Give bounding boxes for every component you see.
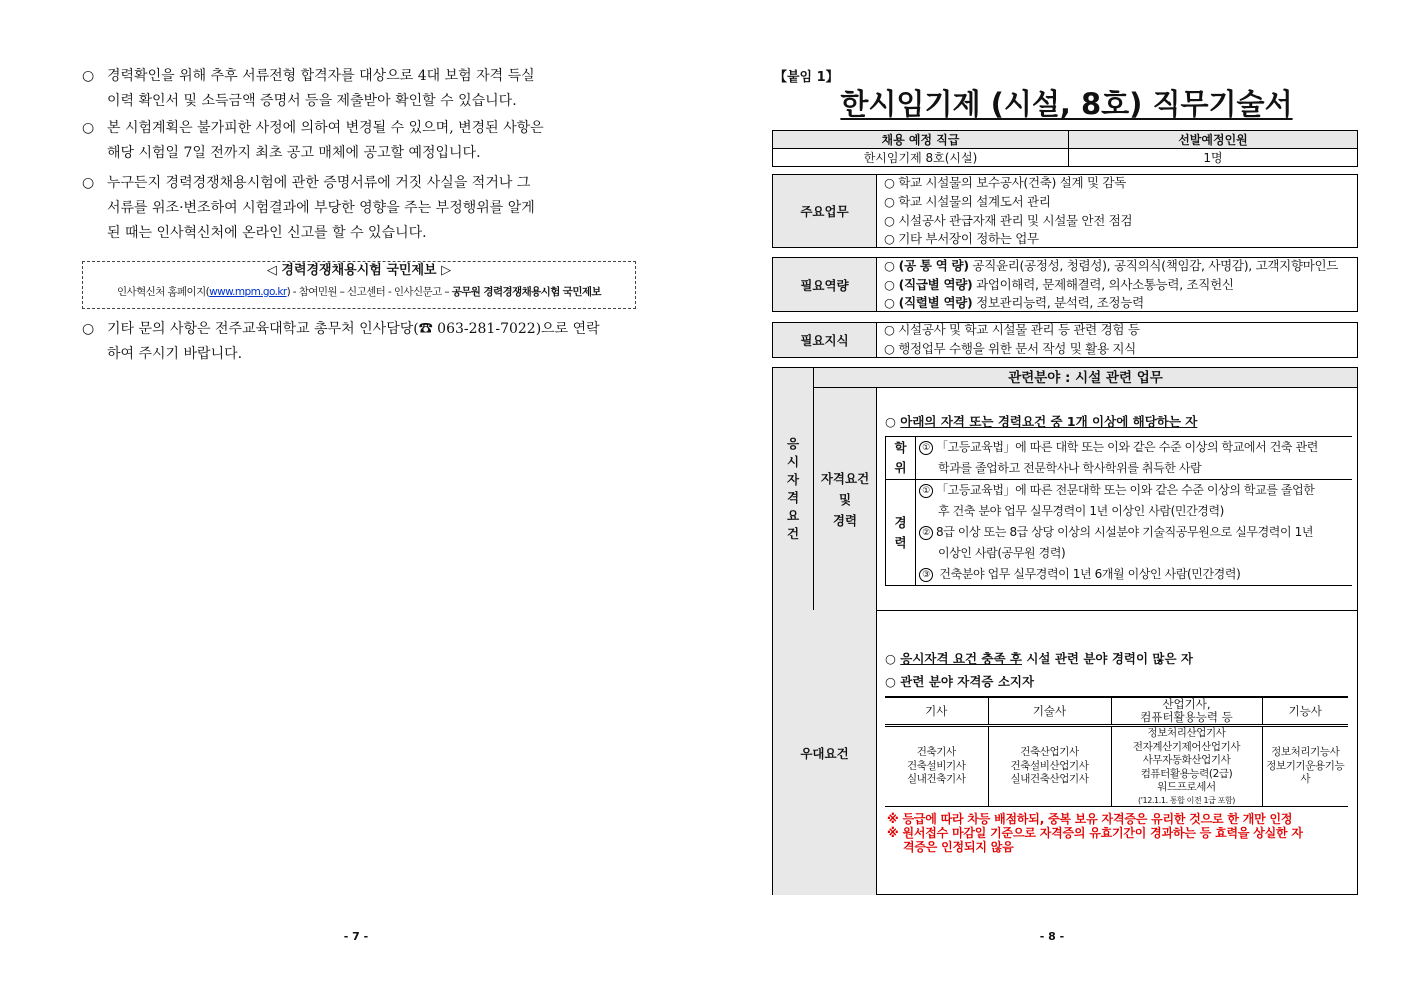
position-table-row [773,149,1358,167]
knowledge-list [877,323,1357,357]
page-number: - 7 - [343,930,369,943]
qualification-sub-label: 자격요건 및 경력 [814,388,877,610]
bullet-circle: ○ [82,68,95,84]
bullet-circle: ○ [82,321,95,337]
preference-heading-career: ○ 응시자격 요건 충족 후 시설 관련 분야 경력이 많은 자 [885,651,1194,666]
cert-col-industrial-engineer: 정보처리산업기사 전자계산기제어산업기사 사무자동화산업기사 컴퓨터활용능력(2급) 워드프로세서 ('12.1.1. 통합 이전 1급 포함) [1111,726,1262,807]
mpm-website-link[interactable]: www.mpm.go.kr [209,286,287,298]
preference-label: 우대요건 [773,610,877,895]
career-requirements: ① 「고등교육법」에 따른 전문대학 또는 이와 같은 수준 이상의 학교를 졸업한 후 건축 분야 업무 실무경력이 1년 이상인 사람(민간경력) ② 8급 이상 또는 8급 상당 이상의 시설분야 기술직공무원으로 실무경력이 1년 이상인 사람(공무원 경력) ③ 건축분야 업무 실무경력이 1년 6개월 이상인 사람(민간경력) [916,480,1353,586]
list-item: ○ (직렬별 역량) 정보관리능력, 분석력, 조정능력 [884,295,1144,310]
main-duties-list [877,175,1357,247]
list-item: ○ 시설공사 관급자재 관리 및 시설물 안전 점검 [884,213,1133,228]
certificate-table-row [885,726,1348,807]
cert-col-professional-engineer: 건축산업기사 건축설비산업기사 실내건축산업기사 [988,726,1111,807]
note-scoring: ※ 등급에 따라 차등 배점하되, 중복 보유 자격증은 유리한 것으로 한 개만 인정 [887,812,1293,826]
list-item: ○ (직급별 역량) 과업이해력, 문제해결력, 의사소통능력, 조직헌신 [884,277,1234,292]
document-title: 한시임기제 (시설, 8호) 직무기술서 [840,87,1293,121]
related-field-header: 관련분야 : 시설 관련 업무 [814,368,1357,388]
qualification-heading: ○ 아래의 자격 또는 경력요건 중 1개 이상에 해당하는 자 [885,414,1198,429]
cert-header-industrial-engineer: 산업기사, 컴퓨터활용능력 등 [1111,697,1262,726]
list-item: ○ 학교 시설물의 설계도서 관리 [884,194,1051,209]
competencies-label: 필요역량 [773,258,877,311]
qualification-vertical-label: 응 시 자 격 요 건 [773,368,814,610]
qualification-table [885,436,1352,586]
degree-requirements: ① 「고등교육법」에 따른 대학 또는 이와 같은 수준 이상의 학교에서 건축 관련 학과를 졸업하고 전문학사나 학사학위를 취득한 사람 [916,437,1353,480]
position-grade: 한시임기제 8호(시설) [773,149,1069,167]
career-row [886,480,1353,586]
cert-header-craftsman: 기능사 [1262,697,1348,726]
paragraph-false-report: ○ 누구든지 경력경쟁채용시험에 관한 증명서류에 거짓 사실을 적거나 그 서류를 위조·변조하여 시험결과에 부당한 영향을 주는 부정행위를 알게 된 때는 인사혁신처에 온라인 신고를 할 수 있습니다. [82,171,638,246]
note-validity: ※ 원서접수 마감일 기준으로 자격증의 유효기간이 경과하는 등 효력을 상실한 자 격증은 인정되지 않음 [887,826,1303,854]
citizen-report-box [82,261,636,309]
knowledge-section [772,322,1358,358]
position-count: 1명 [1069,149,1358,167]
certificate-table-header [885,697,1348,726]
paragraph-career-verification: ○ 경력확인을 위해 추후 서류전형 합격자를 대상으로 4대 보험 자격 득실 이력 확인서 및 소득금액 증명서 등을 제출받아 확인할 수 있습니다. [82,64,638,114]
list-item: ○ 시설공사 및 학교 시설물 관리 등 관련 경험 등 [884,322,1140,337]
career-key: 경 력 [886,480,916,586]
position-table-header [773,131,1358,149]
paragraph-contact: ○ 기타 문의 사항은 전주교육대학교 총무처 인사담당(☎ 063-281-7022)으로 연락 하여 주시기 바랍니다. [82,317,638,367]
preference-heading-certificate: ○ 관련 분야 자격증 소지자 [885,674,1035,689]
bullet-circle: ○ [82,175,95,191]
cert-header-engineer: 기사 [885,697,988,726]
list-item: ○ 기타 부서장이 정하는 업무 [884,231,1039,246]
certificate-table [885,696,1348,807]
right-page [700,0,1403,992]
cert-col-craftsman: 정보처리기능사 정보기기운용기능사 [1262,726,1348,807]
bullet-circle: ○ [82,120,95,136]
page-number: - 8 - [1039,930,1065,943]
competencies-section [772,257,1358,312]
annex-label: 【붙임 1】 [774,70,839,85]
left-page [0,0,700,992]
list-item: ○ (공 통 역 량) 공직윤리(공정성, 청렴성), 공직의식(책임감, 사명감), 고객지향마인드 [884,258,1339,273]
qualification-block [772,367,1358,895]
position-header-count: 선발예정인원 [1069,131,1358,149]
citizen-report-title: ◁ 경력경쟁채용시험 국민제보 ▷ [83,259,635,278]
main-duties-label: 주요업무 [773,175,877,247]
list-item: ○ 행정업무 수행을 위한 문서 작성 및 활용 지식 [884,341,1136,356]
degree-key: 학 위 [886,437,916,480]
position-table [772,130,1358,167]
position-header-grade: 채용 예정 직급 [773,131,1069,149]
paragraph-plan-change: ○ 본 시험계획은 불가피한 사정에 의하여 변경될 수 있으며, 변경된 사항은 해당 시험일 7일 전까지 최초 공고 매체에 공고할 예정입니다. [82,116,638,166]
cert-col-engineer: 건축기사 건축설비기사 실내건축기사 [885,726,988,807]
main-duties-section [772,174,1358,248]
list-item: ○ 학교 시설물의 보수공사(건축) 설계 및 감독 [884,175,1126,190]
citizen-report-path: 인사혁신처 홈페이지(www.mpm.go.kr) - 참여민원 – 신고센터 - 인사신문고 – 공무원 경력경쟁채용시험 국민제보 [117,286,601,298]
cert-header-professional-engineer: 기술사 [988,697,1111,726]
degree-row [886,437,1353,480]
competencies-list [877,258,1357,311]
knowledge-label: 필요지식 [773,323,877,357]
